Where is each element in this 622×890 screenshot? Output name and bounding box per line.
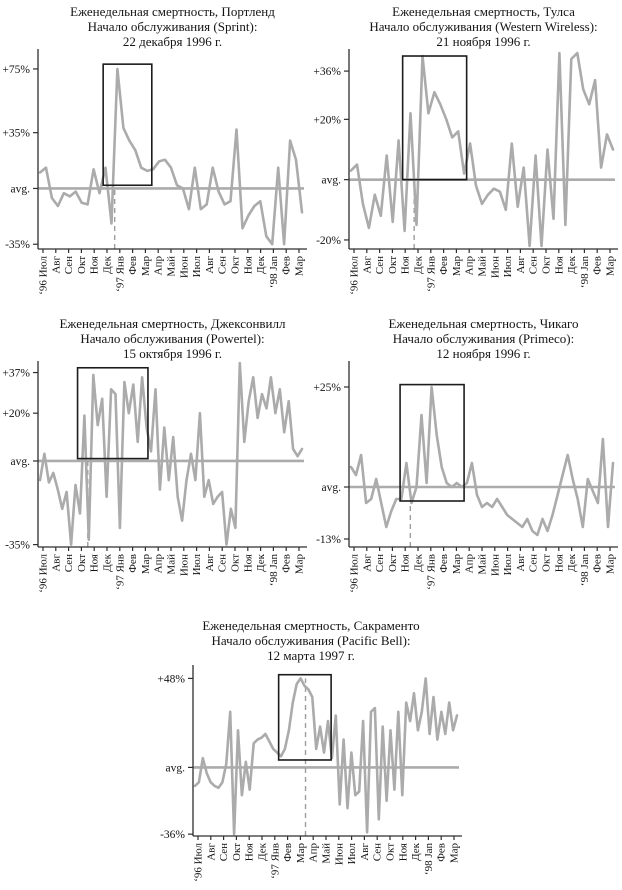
x-tick-label: Авг [205, 843, 218, 861]
x-tick-label: Ноя [553, 554, 566, 573]
x-tick-label: Май [165, 554, 178, 575]
y-tick-label: avg. [10, 455, 30, 468]
x-tick-label: Дек [410, 843, 423, 861]
x-tick-label: Фев [127, 554, 140, 573]
y-tick-label: +20% [2, 408, 30, 421]
x-tick-label: Сен [527, 256, 540, 275]
highlight-box [78, 368, 148, 459]
y-tick-label: +20% [313, 114, 341, 127]
chart-title-chicago [311, 300, 622, 361]
x-tick-label: ‘97 Янв [425, 554, 438, 590]
x-tick-label: Дек [101, 554, 114, 572]
highlight-box [103, 64, 152, 185]
x-tick-label: Сен [218, 843, 231, 862]
x-tick-label: Окт [540, 554, 553, 572]
x-tick-label: Май [476, 554, 489, 575]
chart-title-line: 12 марта 1997 г. [267, 648, 355, 663]
x-tick-label: Ноя [399, 554, 412, 573]
mortality-line [195, 678, 457, 834]
x-tick-label: Дек [566, 554, 579, 572]
chart-title-line: 22 декабря 1996 г. [122, 34, 223, 49]
x-tick-label: Мар [450, 554, 463, 575]
chart-title-line: Начало обслуживания (Western Wireless): [369, 19, 598, 34]
x-tick-label: Сен [216, 554, 229, 573]
chart-title-sacramento [0, 610, 622, 663]
chart-sacramento [0, 610, 622, 890]
x-tick-label: Окт [540, 256, 553, 274]
chart-title-tulsa [311, 0, 622, 49]
x-tick-label: Сен [371, 843, 384, 862]
x-tick-label: Дек [566, 256, 579, 274]
x-tick-label: Июл [191, 256, 204, 278]
x-tick-label: ‘96 Июл [192, 843, 205, 882]
x-tick-label: Авг [358, 843, 371, 861]
x-tick-label: Апр [152, 256, 165, 276]
chart-portland [0, 0, 311, 300]
x-tick-label: Фев [280, 256, 293, 275]
x-tick-label: Мар [604, 256, 617, 277]
x-tick-label: Фев [127, 256, 140, 275]
x-tick-label: ‘97 Янв [425, 256, 438, 292]
x-tick-label: Окт [75, 256, 88, 274]
x-tick-label: ‘96 Июл [37, 256, 50, 295]
x-tick-label: Ноя [88, 554, 101, 573]
x-tick-label: Авг [514, 256, 527, 274]
chart-title-line: Еженедельная смертность, Джексонвилл [59, 316, 286, 331]
x-tick-label: Дек [101, 256, 114, 274]
mortality-line [351, 387, 613, 535]
x-tick-label: Окт [75, 554, 88, 572]
x-tick-label: Сен [374, 256, 387, 275]
x-tick-label: ‘96 Июл [348, 554, 361, 593]
x-tick-label: Апр [463, 554, 476, 574]
x-tick-label: Мар [139, 554, 152, 575]
chart-title-line: Еженедельная смертность, Тулса [392, 4, 575, 19]
x-tick-label: Дек [412, 256, 425, 274]
x-tick-label: Ноя [242, 256, 255, 275]
x-tick-label: Авг [203, 554, 216, 572]
x-tick-label: Мар [450, 256, 463, 277]
x-tick-label: Окт [229, 256, 242, 274]
x-tick-label: Июл [191, 554, 204, 576]
x-tick-label: Май [165, 256, 178, 277]
chart-chicago [311, 300, 622, 610]
chart-plot-chicago [311, 361, 622, 609]
x-tick-label: Окт [230, 843, 243, 861]
x-tick-label: Дек [256, 843, 269, 861]
mortality-line [40, 69, 302, 244]
x-tick-label: Мар [294, 843, 307, 864]
x-tick-label: Фев [280, 554, 293, 573]
chart-title-line: Еженедельная смертность, Сакраменто [202, 618, 420, 633]
x-tick-label: Фев [435, 843, 448, 862]
x-tick-label: Июн [489, 256, 502, 279]
chart-title-line: Начало обслуживания (Powertel): [80, 331, 265, 346]
x-tick-label: Апр [463, 256, 476, 276]
x-tick-label: ‘98 Jan [578, 554, 591, 587]
x-tick-label: Фев [438, 256, 451, 275]
y-tick-label: +35% [2, 127, 30, 140]
x-tick-label: Мар [293, 256, 306, 277]
x-tick-label: Май [476, 256, 489, 277]
chart-title-line: 21 ноября 1996 г. [436, 34, 531, 49]
x-tick-label: Июл [502, 256, 515, 278]
x-tick-label: ‘97 Янв [114, 554, 127, 590]
chart-title-line: Еженедельная смертность, Портленд [70, 4, 275, 19]
x-tick-label: Авг [50, 554, 63, 572]
x-tick-label: Ноя [553, 256, 566, 275]
x-tick-label: Июн [489, 554, 502, 577]
mortality-line [351, 53, 613, 246]
chart-title-line: 12 ноября 1996 г. [436, 346, 531, 361]
mortality-line [40, 363, 302, 545]
y-tick-label: -35% [5, 539, 30, 552]
x-tick-label: Мар [604, 554, 617, 575]
x-tick-label: Фев [591, 554, 604, 573]
x-tick-label: Сен [216, 256, 229, 275]
y-tick-label: +36% [313, 66, 341, 79]
x-tick-label: ‘98 Jan [267, 554, 280, 587]
x-tick-label: Авг [50, 256, 63, 274]
x-tick-label: Июн [178, 554, 191, 577]
chart-title-jacksonville [0, 300, 311, 361]
y-tick-label: +25% [313, 382, 341, 394]
y-tick-label: -36% [160, 829, 185, 842]
x-tick-label: Окт [384, 843, 397, 861]
x-tick-label: Авг [514, 554, 527, 572]
x-tick-label: Апр [152, 554, 165, 574]
x-tick-label: ‘97 Янв [114, 256, 127, 292]
x-tick-label: Сен [374, 554, 387, 573]
y-tick-label: avg. [321, 482, 341, 494]
chart-title-portland [0, 0, 311, 49]
chart-plot-jacksonville [0, 361, 311, 609]
x-tick-label: Июн [178, 256, 191, 279]
x-tick-label: Июл [346, 843, 359, 865]
x-tick-label: Дек [255, 554, 268, 572]
x-tick-label: Окт [386, 554, 399, 572]
x-tick-label: ‘96 Июл [37, 554, 50, 593]
y-tick-label: +37% [2, 367, 30, 380]
chart-plot-tulsa [311, 49, 622, 303]
x-tick-label: Ноя [243, 843, 256, 862]
x-tick-label: Ноя [88, 256, 101, 275]
chart-title-line: Начало обслуживания (Pacific Bell): [211, 633, 411, 648]
x-tick-label: Июн [333, 843, 346, 866]
x-tick-label: Фев [591, 256, 604, 275]
x-tick-label: Дек [412, 554, 425, 572]
x-tick-label: Апр [307, 843, 320, 863]
chart-title-line: Еженедельная смертность, Чикаго [388, 316, 579, 331]
x-tick-label: Мар [448, 843, 461, 864]
y-tick-label: -20% [316, 234, 341, 247]
y-tick-label: avg. [321, 174, 341, 187]
x-tick-label: ‘98 Jan [422, 843, 435, 876]
x-tick-label: Мар [139, 256, 152, 277]
y-tick-label: +75% [2, 63, 30, 76]
x-tick-label: Ноя [399, 256, 412, 275]
chart-title-line: 15 октября 1996 г. [122, 346, 223, 361]
y-tick-label: -35% [5, 239, 30, 252]
x-tick-label: Сен [63, 554, 76, 573]
x-tick-label: Ноя [242, 554, 255, 573]
x-tick-label: Июл [502, 554, 515, 576]
x-tick-label: ‘98 Jan [578, 256, 591, 289]
x-tick-label: Фев [282, 843, 295, 862]
x-tick-label: Дек [255, 256, 268, 274]
y-tick-label: avg. [10, 183, 30, 196]
x-tick-label: Сен [63, 256, 76, 275]
x-tick-label: Сен [527, 554, 540, 573]
chart-title-line: Начало обслуживания (Primeco): [392, 331, 575, 346]
x-tick-label: Окт [229, 554, 242, 572]
chart-tulsa [311, 0, 622, 300]
x-tick-label: Ноя [397, 843, 410, 862]
x-tick-label: Май [320, 843, 333, 864]
x-tick-label: Мар [293, 554, 306, 575]
x-tick-label: Фев [438, 554, 451, 573]
x-tick-label: Авг [203, 256, 216, 274]
y-tick-label: -13% [316, 534, 341, 546]
x-tick-label: ‘96 Июл [348, 256, 361, 295]
x-tick-label: ‘98 Jan [267, 256, 280, 289]
x-tick-label: Окт [386, 256, 399, 274]
chart-plot-sacramento [0, 663, 622, 890]
x-tick-label: Авг [361, 256, 374, 274]
x-tick-label: ‘97 Янв [269, 843, 282, 879]
chart-title-line: Начало обслуживания (Sprint): [87, 19, 258, 34]
chart-jacksonville [0, 300, 311, 610]
y-tick-label: +48% [157, 673, 185, 686]
x-tick-label: Авг [361, 554, 374, 572]
y-tick-label: avg. [165, 762, 185, 775]
chart-plot-portland [0, 49, 311, 303]
